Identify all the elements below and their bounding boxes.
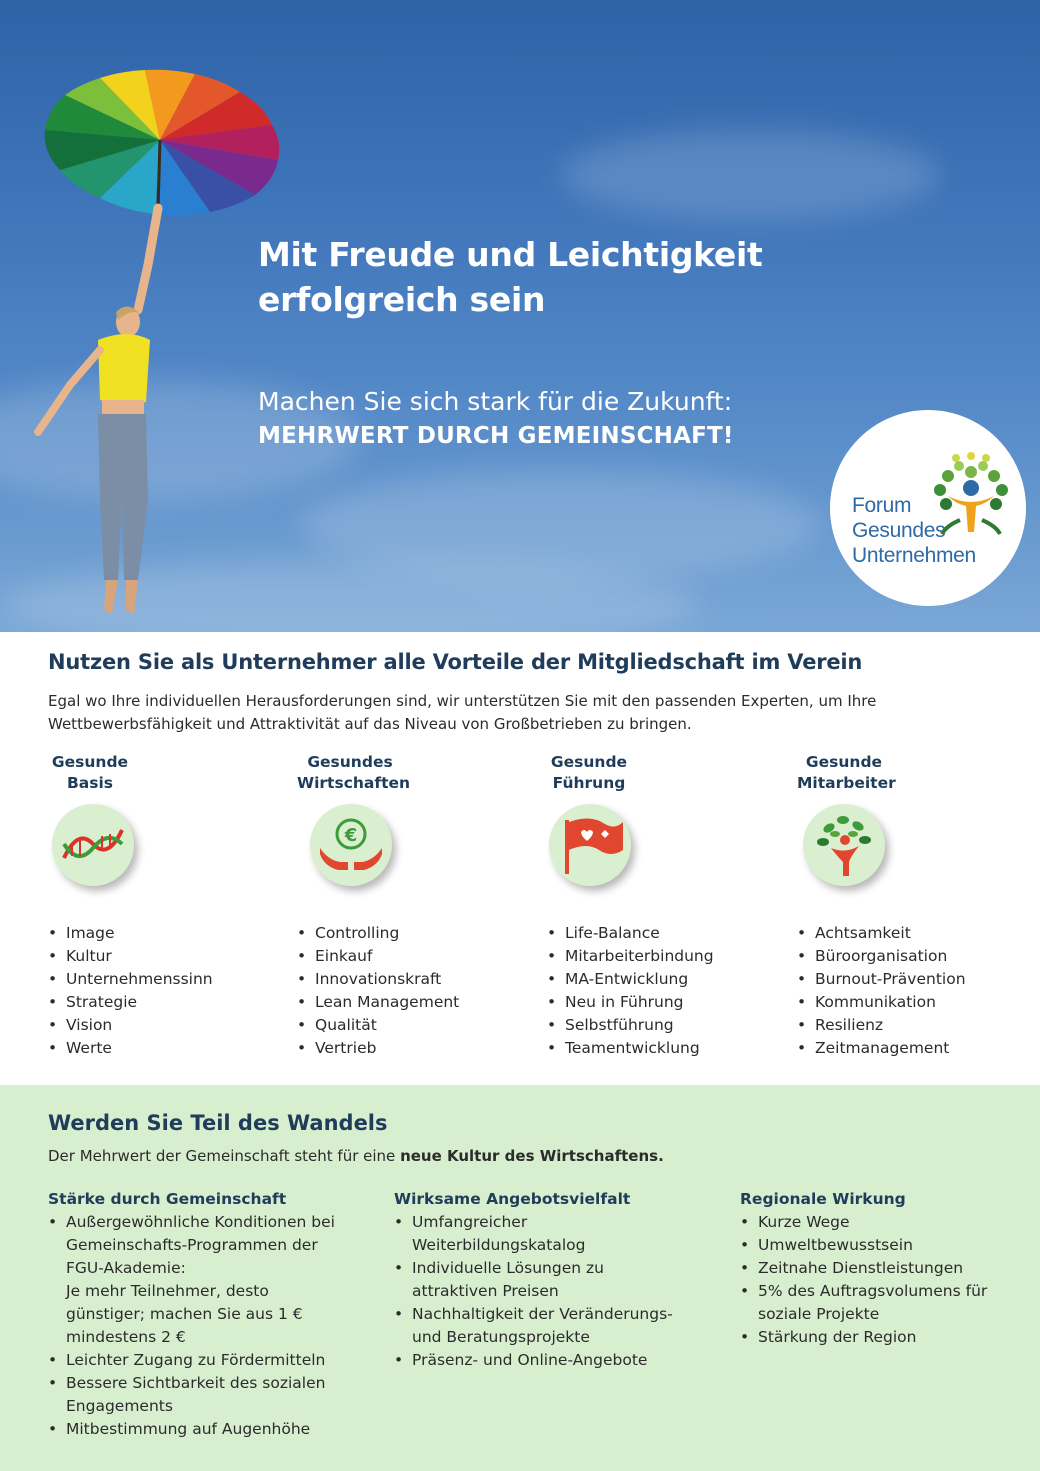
column-heading-line: Wirtschaften bbox=[297, 774, 411, 792]
dna-icon bbox=[52, 804, 134, 886]
list-item: • Achtsamkeit bbox=[797, 922, 966, 945]
hero-title-line: Mit Freude und Leichtigkeit bbox=[258, 235, 763, 274]
intro-emphasis: neue Kultur des Wirtschaftens. bbox=[400, 1147, 664, 1165]
logo-line: Forum bbox=[852, 494, 912, 517]
list-item bbox=[740, 1211, 1040, 1234]
logo-badge bbox=[830, 410, 1026, 606]
list-item-line: • Umweltbewusstsein bbox=[758, 1236, 913, 1254]
change-title: Werden Sie Teil des Wandels bbox=[48, 1111, 388, 1135]
tree-person-icon bbox=[803, 804, 885, 886]
column-heading-line: Führung bbox=[552, 774, 626, 792]
list-item: • Unternehmenssinn bbox=[48, 968, 213, 991]
column-heading: Wirksame Angebotsvielfalt bbox=[394, 1190, 631, 1208]
list-item-line: • Umfangreicher bbox=[412, 1213, 528, 1231]
column-heading-line: Mitarbeiter bbox=[797, 774, 896, 792]
benefit-column-basis bbox=[48, 752, 278, 1057]
list-item-line: • Außergewöhnliche Konditionen bei bbox=[66, 1213, 335, 1231]
list-item: • Neu in Führung bbox=[547, 991, 714, 1014]
list-item-line: • Individuelle Lösungen zu bbox=[412, 1259, 604, 1277]
list-item: • Mitarbeiterbindung bbox=[547, 945, 714, 968]
list-item-line: attraktiven Preisen bbox=[412, 1282, 559, 1300]
change-column-regional bbox=[740, 1188, 1040, 1349]
topic-list bbox=[547, 922, 714, 1060]
list-item: • Einkauf bbox=[297, 945, 459, 968]
column-heading bbox=[48, 752, 132, 794]
list-item-line: Weiterbildungskatalog bbox=[412, 1236, 586, 1254]
hero-slogan: MEHRWERT DURCH GEMEINSCHAFT! bbox=[258, 423, 734, 449]
list-item bbox=[48, 1211, 348, 1349]
benefit-column-wirtschaften bbox=[297, 752, 527, 1057]
list-item bbox=[394, 1303, 694, 1349]
benefit-list bbox=[394, 1211, 694, 1372]
list-item: • MA-Entwicklung bbox=[547, 968, 714, 991]
topic-list bbox=[797, 922, 966, 1060]
logo-line: Unternehmen bbox=[852, 544, 976, 567]
list-item bbox=[740, 1257, 1040, 1280]
benefit-column-mitarbeiter bbox=[797, 752, 1027, 1057]
list-item bbox=[740, 1234, 1040, 1257]
list-item bbox=[394, 1257, 694, 1303]
column-heading-line: Gesunde bbox=[805, 753, 883, 771]
list-item: • Vision bbox=[48, 1014, 213, 1037]
hero-subtitle bbox=[258, 385, 818, 453]
svg-text:€: € bbox=[344, 825, 358, 846]
intro-line: Wettbewerbsfähigkeit und Attraktivität auf das Niveau von Großbetrieben zu bringen. bbox=[48, 714, 692, 733]
list-item-line: • Präsenz- und Online-Angebote bbox=[412, 1351, 648, 1369]
topic-list bbox=[297, 922, 459, 1060]
benefits-intro bbox=[48, 690, 1008, 735]
change-column-gemeinschaft bbox=[48, 1188, 348, 1441]
list-item: • Werte bbox=[48, 1037, 213, 1060]
column-heading-line: Gesunde bbox=[51, 753, 129, 771]
intro-line: Egal wo Ihre individuellen Herausforderungen sind, wir unterstützen Sie mit den passenden Experten, um Ihre bbox=[48, 692, 877, 710]
list-item-line: • 5% des Auftragsvolumens für bbox=[758, 1282, 988, 1300]
benefit-list bbox=[740, 1211, 1040, 1349]
list-item: • Image bbox=[48, 922, 213, 945]
benefit-list bbox=[48, 1211, 348, 1441]
benefits-title: Nutzen Sie als Unternehmer alle Vorteile der Mitgliedschaft im Verein bbox=[48, 650, 863, 674]
list-item bbox=[48, 1372, 348, 1418]
column-heading bbox=[797, 752, 896, 794]
list-item-line: FGU-Akademie: bbox=[66, 1259, 186, 1277]
hero-title bbox=[258, 232, 818, 322]
hero-title-line: erfolgreich sein bbox=[258, 280, 546, 319]
list-item: • Zeitmanagement bbox=[797, 1037, 966, 1060]
list-item-line: Gemeinschafts-Programmen der bbox=[66, 1236, 318, 1254]
list-item-line: Je mehr Teilnehmer, desto bbox=[66, 1282, 269, 1300]
flag-icon bbox=[549, 804, 631, 886]
list-item: • Life-Balance bbox=[547, 922, 714, 945]
change-section bbox=[0, 1085, 1040, 1471]
list-item: • Strategie bbox=[48, 991, 213, 1014]
list-item: • Qualität bbox=[297, 1014, 459, 1037]
list-item: • Burnout-Prävention bbox=[797, 968, 966, 991]
list-item: • Resilienz bbox=[797, 1014, 966, 1037]
list-item: • Büroorganisation bbox=[797, 945, 966, 968]
column-heading bbox=[547, 752, 631, 794]
umbrella-woman-illustration bbox=[20, 40, 300, 630]
list-item bbox=[394, 1349, 694, 1372]
list-item-line: und Beratungsprojekte bbox=[412, 1328, 590, 1346]
list-item: • Selbstführung bbox=[547, 1014, 714, 1037]
list-item bbox=[48, 1418, 348, 1441]
list-item: • Vertrieb bbox=[297, 1037, 459, 1060]
column-heading-line: Gesundes bbox=[307, 753, 393, 771]
cloud bbox=[560, 130, 940, 220]
column-heading-line: Gesunde bbox=[550, 753, 628, 771]
column-heading: Regionale Wirkung bbox=[740, 1190, 906, 1208]
change-intro bbox=[48, 1147, 664, 1165]
list-item-line: soziale Projekte bbox=[758, 1305, 880, 1323]
list-item bbox=[740, 1280, 1040, 1326]
list-item-line: • Nachhaltigkeit der Veränderungs- bbox=[412, 1305, 673, 1323]
list-item: • Kommunikation bbox=[797, 991, 966, 1014]
list-item: • Innovationskraft bbox=[297, 968, 459, 991]
list-item: • Teamentwicklung bbox=[547, 1037, 714, 1060]
list-item-line: • Leichter Zugang zu Fördermitteln bbox=[66, 1351, 326, 1369]
hero-banner bbox=[0, 0, 1040, 632]
column-heading bbox=[297, 752, 411, 794]
list-item bbox=[740, 1326, 1040, 1349]
list-item-line: • Bessere Sichtbarkeit des sozialen bbox=[66, 1374, 326, 1392]
list-item-line: • Stärkung der Region bbox=[758, 1328, 917, 1346]
tree-logo-icon bbox=[926, 450, 1016, 540]
list-item-line: günstiger; machen Sie aus 1 € bbox=[66, 1305, 303, 1323]
list-item-line: Engagements bbox=[66, 1397, 173, 1415]
hero-subtitle-line: Machen Sie sich stark für die Zukunft: bbox=[258, 387, 733, 416]
euro-hands-icon bbox=[310, 804, 392, 886]
list-item-line: • Mitbestimmung auf Augenhöhe bbox=[66, 1420, 311, 1438]
change-column-angebot bbox=[394, 1188, 694, 1372]
column-heading: Stärke durch Gemeinschaft bbox=[48, 1190, 287, 1208]
list-item: • Kultur bbox=[48, 945, 213, 968]
benefit-column-fuehrung bbox=[547, 752, 777, 1057]
topic-list bbox=[48, 922, 213, 1060]
list-item-line: • Zeitnahe Dienstleistungen bbox=[758, 1259, 964, 1277]
list-item-line: mindestens 2 € bbox=[66, 1328, 186, 1346]
list-item bbox=[48, 1349, 348, 1372]
column-heading-line: Basis bbox=[66, 774, 114, 792]
list-item: • Lean Management bbox=[297, 991, 459, 1014]
logo-line: Gesundes bbox=[852, 519, 946, 542]
intro-text: Der Mehrwert der Gemeinschaft steht für eine bbox=[48, 1147, 396, 1165]
list-item: • Controlling bbox=[297, 922, 459, 945]
list-item bbox=[394, 1211, 694, 1257]
list-item-line: • Kurze Wege bbox=[758, 1213, 850, 1231]
